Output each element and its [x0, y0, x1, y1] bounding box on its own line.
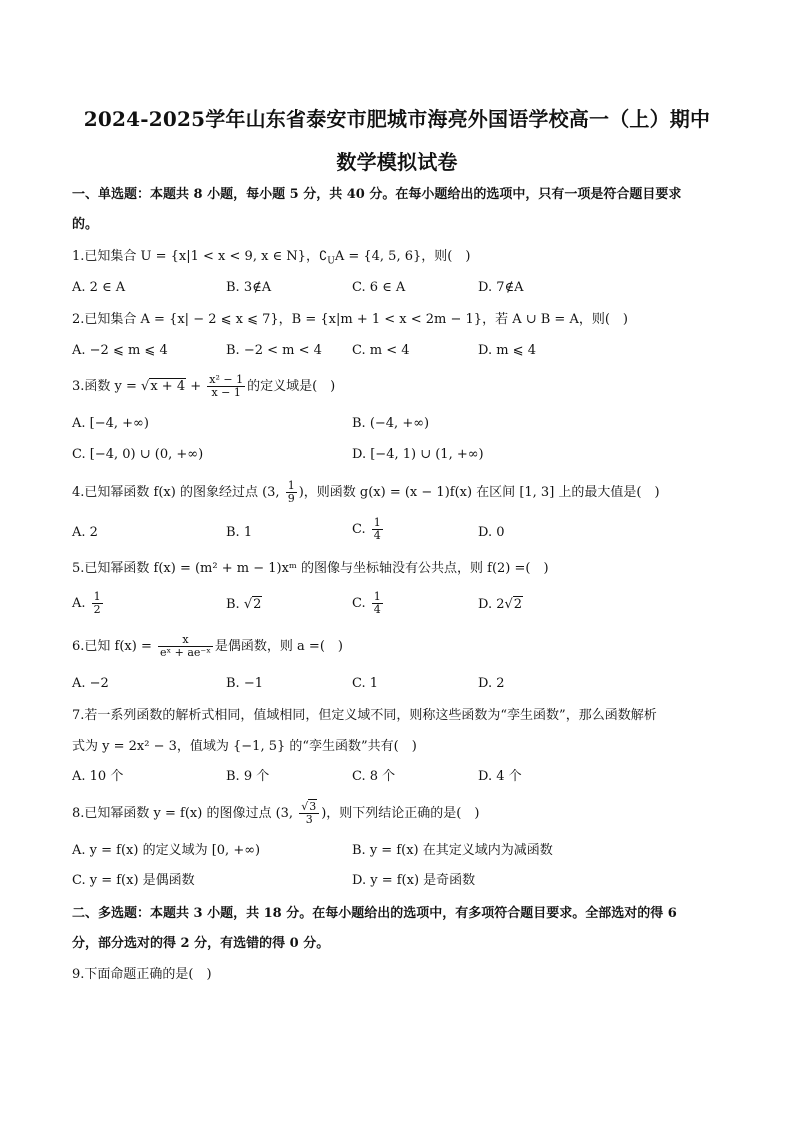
q8-option-b: B. y = f(x) 在其定义域内为减函数: [352, 843, 553, 858]
q4-option-a: A. 2: [72, 525, 98, 540]
q4-option-d: D. 0: [478, 525, 505, 540]
section-2-header-cont: 分，部分选对的得 2 分，有选错的得 0 分。: [72, 936, 330, 951]
q2-option-d: D. m ⩽ 4: [478, 343, 536, 358]
q5-option-c: C. $\frac{1}{4}$: [352, 590, 381, 616]
question-7-stem-cont: 式为 y = 2x² − 3，值域为 {−1, 5} 的“孪生函数”共有( ): [72, 739, 417, 754]
question-9-stem: 9.下面命题正确的是( ): [72, 967, 212, 982]
q8-fraction: $\frac{√3}{3}$: [299, 801, 319, 826]
doc-title-line-1: 2024-2025学年山东省泰安市肥城市海亮外国语学校高一（上）期中: [83, 107, 711, 131]
q4-fraction: $\frac{1}{9}$: [287, 479, 295, 505]
question-8-stem: 8.已知幂函数 y = f(x) 的图像过点 (3, $\frac{√3}{3}$ )，则下列结论正确的是( ): [72, 800, 480, 826]
section-1-header-cont: 的。: [72, 217, 99, 232]
q1-option-b: B. 3∉A: [226, 280, 272, 295]
q6-fraction: $\frac{x}{\text{eˣ + ae⁻ˣ}}$: [159, 633, 211, 659]
section-1-header: 一、单选题：本题共 8 小题，每小题 5 分，共 40 分。在每小题给出的选项中，只有一项是符合题目要求: [72, 187, 682, 202]
question-3-stem: 3.函数 y = √x + 4 + $\frac{\text{x² − 1}}{x - 1}$ 的定义域是( ): [72, 373, 336, 399]
question-6-stem: 6.已知 f(x) = $\frac{x}{\text{eˣ + ae⁻ˣ}}$ 是偶函数，则 a =( ): [72, 633, 343, 659]
question-4-stem: 4.已知幂函数 f(x) 的图象经过点 (3, $\frac{1}{9}$ )，则函数 g(x) = (x − 1)f(x) 在区间 [1, 3] 上的最大值是( ): [72, 479, 660, 505]
q8-option-c: C. y = f(x) 是偶函数: [72, 873, 195, 888]
q3-option-a: A. [−4, +∞): [72, 416, 149, 431]
q1-option-c: C. 6 ∈ A: [352, 280, 406, 295]
q5-option-a: A. $\frac{1}{2}$: [72, 590, 101, 616]
q7-option-c: C. 8 个: [352, 769, 396, 784]
q6-option-c: C. 1: [352, 676, 379, 691]
q6-option-b: B. −1: [226, 676, 263, 691]
question-7-stem: 7.若一系列函数的解析式相同，值域相同，但定义域不同，则称这些函数为“孪生函数”，那么函数解析: [72, 708, 657, 723]
q5-option-d: D. 2√2: [478, 597, 523, 612]
q3-fraction: $\frac{\text{x² − 1}}{x - 1}$: [209, 373, 244, 399]
q6-option-d: D. 2: [478, 676, 505, 691]
q2-option-c: C. m < 4: [352, 343, 410, 358]
q4-option-b: B. 1: [226, 525, 253, 540]
q1-option-d: D. 7∉A: [478, 280, 524, 295]
q5-option-b: B. √2: [226, 597, 262, 612]
q6-option-a: A. −2: [72, 676, 109, 691]
doc-title-line-2: 数学模拟试卷: [336, 150, 458, 174]
q1-option-a: A. 2 ∈ A: [72, 280, 126, 295]
q4-option-c: C. $\frac{1}{4}$: [352, 516, 381, 542]
section-2-header: 二、多选题：本题共 3 小题，共 18 分。在每小题给出的选项中，有多项符合题目要求。全部选对的得 6: [72, 906, 677, 921]
q2-option-b: B. −2 < m < 4: [226, 343, 322, 358]
q8-option-a: A. y = f(x) 的定义域为 [0, +∞): [72, 843, 261, 858]
question-2-stem: 2.已知集合 A = {x| − 2 ⩽ x ⩽ 7}，B = {x|m + 1 < x < 2m − 1}，若 A ∪ B = A，则( ): [72, 312, 628, 327]
question-1-stem: 1.已知集合 U = {x|1 < x < 9, x ∈ N}，$∁_UA = \{4$, 5, 6}，则( ): [72, 249, 471, 267]
q8-option-d: D. y = f(x) 是奇函数: [352, 873, 476, 888]
q7-option-a: A. 10 个: [72, 769, 124, 784]
q7-option-d: D. 4 个: [478, 769, 522, 784]
q3-option-b: B. (−4, +∞): [352, 416, 430, 431]
q3-option-d: D. [−4, 1) ∪ (1, +∞): [352, 447, 484, 462]
question-5-stem: 5.已知幂函数 f(x) = (m² + m − 1)xᵐ 的图像与坐标轴没有公共点，则 f(2) =( ): [72, 561, 549, 576]
q3-option-c: C. [−4, 0) ∪ (0, +∞): [72, 447, 204, 462]
q2-option-a: A. −2 ⩽ m ⩽ 4: [72, 343, 168, 358]
q7-option-b: B. 9 个: [226, 769, 270, 784]
